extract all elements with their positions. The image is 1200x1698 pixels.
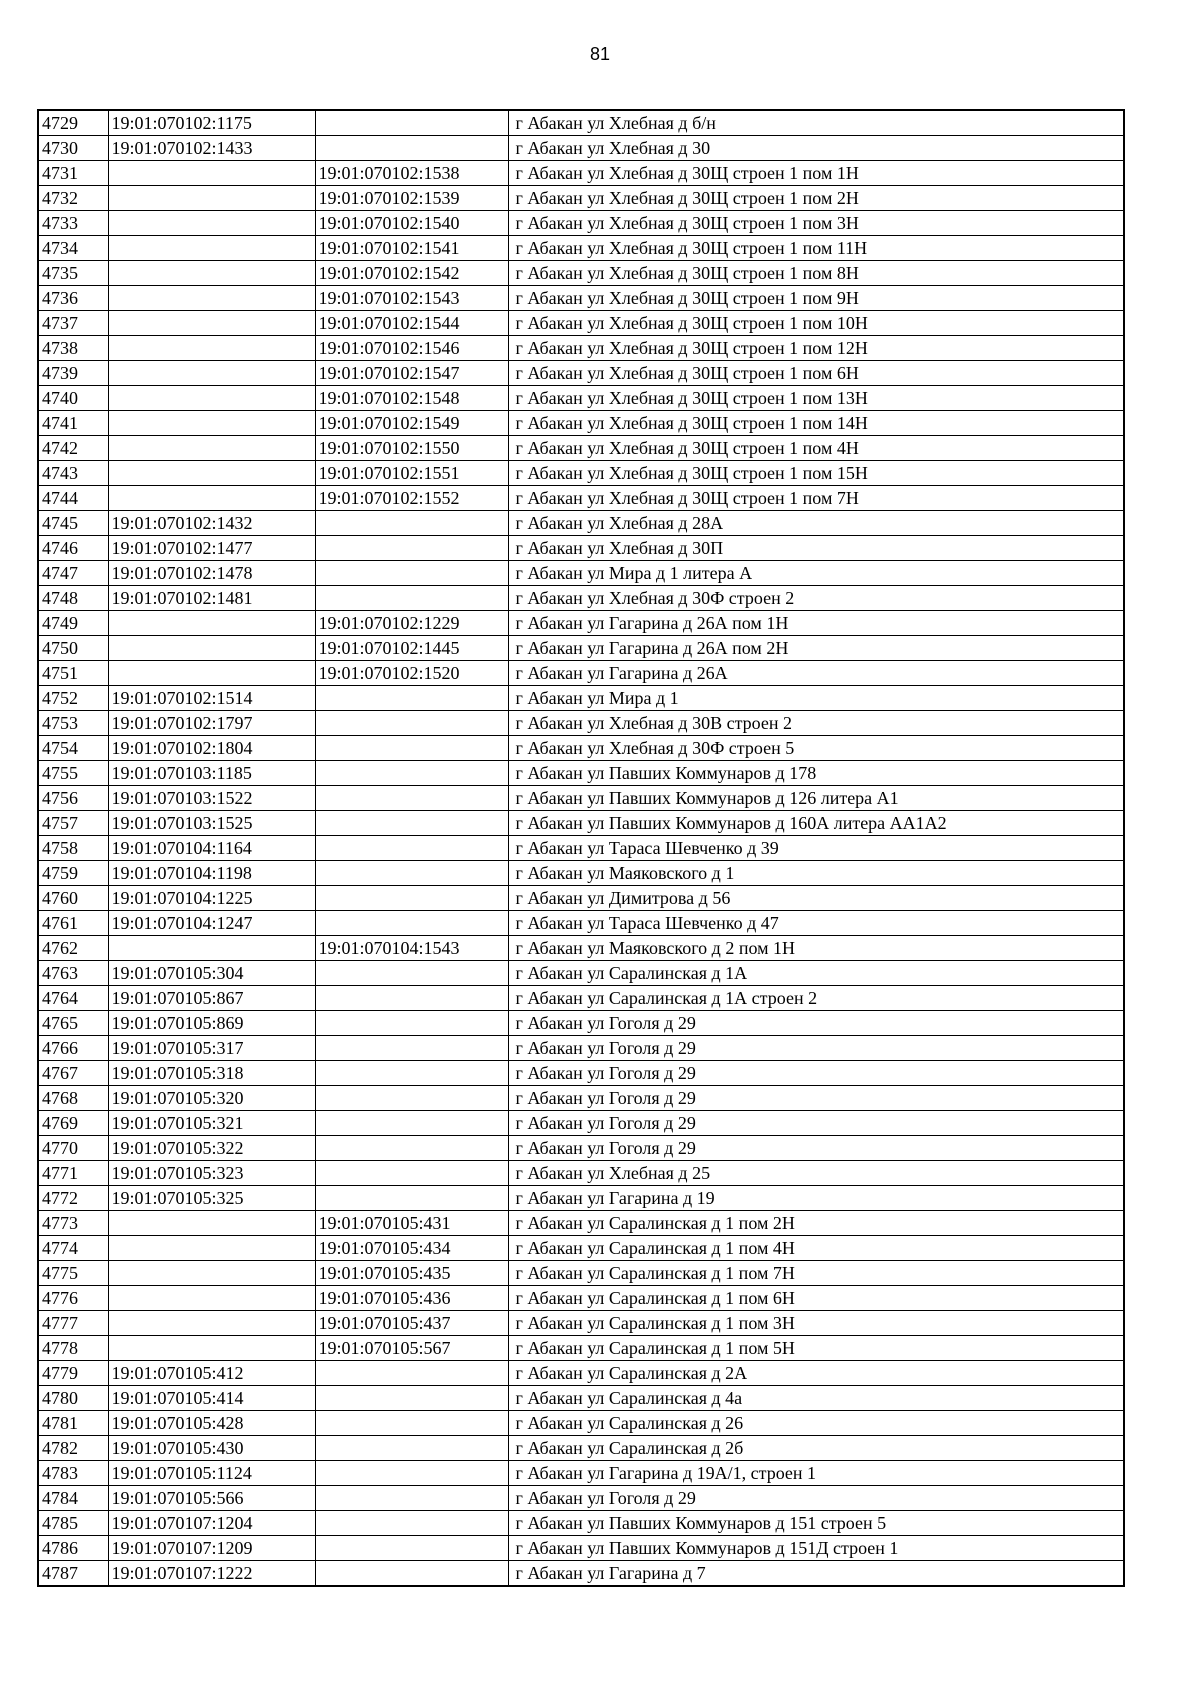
premises-cadastral-number-cell: 19:01:070102:1548 [315,386,508,411]
premises-cadastral-number-cell [315,986,508,1011]
building-cadastral-number-cell: 19:01:070105:1124 [108,1461,315,1486]
building-cadastral-number-cell [108,1261,315,1286]
building-cadastral-number-cell [108,1236,315,1261]
building-cadastral-number-cell: 19:01:070104:1225 [108,886,315,911]
table-row [38,1561,1124,1587]
row-number-cell: 4787 [38,1561,108,1587]
row-number-cell: 4761 [38,911,108,936]
address-cell: г Абакан ул Саралинская д 1А строен 2 [508,986,1124,1011]
building-cadastral-number-cell [108,361,315,386]
address-cell: г Абакан ул Гагарина д 19А/1, строен 1 [508,1461,1124,1486]
table-row [38,1286,1124,1311]
address-cell: г Абакан ул Саралинская д 2А [508,1361,1124,1386]
address-cell: г Абакан ул Гагарина д 26А пом 2Н [508,636,1124,661]
building-cadastral-number-cell [108,486,315,511]
table-row [38,186,1124,211]
building-cadastral-number-cell: 19:01:070103:1525 [108,811,315,836]
premises-cadastral-number-cell: 19:01:070102:1544 [315,311,508,336]
building-cadastral-number-cell: 19:01:070102:1481 [108,586,315,611]
row-number-cell: 4731 [38,161,108,186]
row-number-cell: 4786 [38,1536,108,1561]
table-row [38,1361,1124,1386]
premises-cadastral-number-cell: 19:01:070102:1543 [315,286,508,311]
row-number-cell: 4783 [38,1461,108,1486]
address-cell: г Абакан ул Хлебная д 30Щ строен 1 пом 6Н [508,361,1124,386]
table-row [38,511,1124,536]
premises-cadastral-number-cell: 19:01:070105:436 [315,1286,508,1311]
address-cell: г Абакан ул Хлебная д 30Щ строен 1 пом 3Н [508,211,1124,236]
row-number-cell: 4749 [38,611,108,636]
address-cell: г Абакан ул Хлебная д 30Щ строен 1 пом 10Н [508,311,1124,336]
table-row [38,1061,1124,1086]
building-cadastral-number-cell [108,1211,315,1236]
address-cell: г Абакан ул Хлебная д 30Щ строен 1 пом 12Н [508,336,1124,361]
premises-cadastral-number-cell [315,786,508,811]
row-number-cell: 4744 [38,486,108,511]
table-row [38,936,1124,961]
table-row [38,661,1124,686]
row-number-cell: 4782 [38,1436,108,1461]
address-cell: г Абакан ул Саралинская д 1 пом 3Н [508,1311,1124,1336]
table-row [38,1161,1124,1186]
table-row [38,686,1124,711]
address-cell: г Абакан ул Саралинская д 4а [508,1386,1124,1411]
table-row [38,136,1124,161]
row-number-cell: 4780 [38,1386,108,1411]
table-row [38,861,1124,886]
premises-cadastral-number-cell [315,1186,508,1211]
premises-cadastral-number-cell [315,110,508,136]
table-row [38,536,1124,561]
building-cadastral-number-cell: 19:01:070105:320 [108,1086,315,1111]
building-cadastral-number-cell [108,386,315,411]
row-number-cell: 4752 [38,686,108,711]
table-row [38,1111,1124,1136]
address-cell: г Абакан ул Хлебная д 30Щ строен 1 пом 11Н [508,236,1124,261]
building-cadastral-number-cell [108,261,315,286]
premises-cadastral-number-cell [315,1111,508,1136]
premises-cadastral-number-cell [315,511,508,536]
table-row [38,611,1124,636]
row-number-cell: 4779 [38,1361,108,1386]
row-number-cell: 4769 [38,1111,108,1136]
table-row [38,786,1124,811]
premises-cadastral-number-cell: 19:01:070105:567 [315,1336,508,1361]
table-row [38,1536,1124,1561]
building-cadastral-number-cell [108,336,315,361]
address-cell: г Абакан ул Павших Коммунаров д 178 [508,761,1124,786]
address-cell: г Абакан ул Хлебная д 30 [508,136,1124,161]
address-cell: г Абакан ул Маяковского д 1 [508,861,1124,886]
building-cadastral-number-cell: 19:01:070107:1204 [108,1511,315,1536]
address-cell: г Абакан ул Саралинская д 1 пом 7Н [508,1261,1124,1286]
row-number-cell: 4745 [38,511,108,536]
address-cell: г Абакан ул Саралинская д 26 [508,1411,1124,1436]
address-cell: г Абакан ул Гоголя д 29 [508,1061,1124,1086]
address-cell: г Абакан ул Хлебная д 30Ф строен 2 [508,586,1124,611]
row-number-cell: 4767 [38,1061,108,1086]
premises-cadastral-number-cell [315,886,508,911]
address-cell: г Абакан ул Хлебная д 30П [508,536,1124,561]
row-number-cell: 4737 [38,311,108,336]
row-number-cell: 4743 [38,461,108,486]
address-cell: г Абакан ул Хлебная д 30Щ строен 1 пом 15Н [508,461,1124,486]
row-number-cell: 4778 [38,1336,108,1361]
premises-cadastral-number-cell: 19:01:070102:1542 [315,261,508,286]
table-row [38,1086,1124,1111]
premises-cadastral-number-cell: 19:01:070102:1550 [315,436,508,461]
row-number-cell: 4742 [38,436,108,461]
building-cadastral-number-cell: 19:01:070105:321 [108,1111,315,1136]
table-row [38,1436,1124,1461]
address-cell: г Абакан ул Мира д 1 [508,686,1124,711]
address-cell: г Абакан ул Хлебная д 30Щ строен 1 пом 7Н [508,486,1124,511]
row-number-cell: 4740 [38,386,108,411]
address-cell: г Абакан ул Хлебная д 30В строен 2 [508,711,1124,736]
premises-cadastral-number-cell [315,1536,508,1561]
table-row [38,1261,1124,1286]
premises-cadastral-number-cell [315,586,508,611]
address-cell: г Абакан ул Гагарина д 7 [508,1561,1124,1587]
address-cell: г Абакан ул Тараса Шевченко д 47 [508,911,1124,936]
table-row [38,236,1124,261]
address-cell: г Абакан ул Гоголя д 29 [508,1111,1124,1136]
address-cell: г Абакан ул Хлебная д 30Щ строен 1 пом 2Н [508,186,1124,211]
row-number-cell: 4732 [38,186,108,211]
premises-cadastral-number-cell: 19:01:070102:1538 [315,161,508,186]
table-row [38,1386,1124,1411]
building-cadastral-number-cell: 19:01:070105:323 [108,1161,315,1186]
premises-cadastral-number-cell [315,1411,508,1436]
premises-cadastral-number-cell: 19:01:070102:1541 [315,236,508,261]
registry-table [37,109,1125,1587]
table-row [38,286,1124,311]
row-number-cell: 4757 [38,811,108,836]
table-row [38,1236,1124,1261]
row-number-cell: 4773 [38,1211,108,1236]
premises-cadastral-number-cell [315,1361,508,1386]
address-cell: г Абакан ул Хлебная д 30Щ строен 1 пом 14Н [508,411,1124,436]
building-cadastral-number-cell: 19:01:070105:867 [108,986,315,1011]
premises-cadastral-number-cell [315,1386,508,1411]
address-cell: г Абакан ул Павших Коммунаров д 160А литера АА1А2 [508,811,1124,836]
building-cadastral-number-cell [108,286,315,311]
building-cadastral-number-cell [108,1311,315,1336]
premises-cadastral-number-cell: 19:01:070102:1552 [315,486,508,511]
row-number-cell: 4759 [38,861,108,886]
premises-cadastral-number-cell: 19:01:070102:1229 [315,611,508,636]
row-number-cell: 4777 [38,1311,108,1336]
premises-cadastral-number-cell [315,1036,508,1061]
premises-cadastral-number-cell: 19:01:070104:1543 [315,936,508,961]
building-cadastral-number-cell: 19:01:070102:1804 [108,736,315,761]
premises-cadastral-number-cell [315,911,508,936]
table-row [38,886,1124,911]
table-row [38,211,1124,236]
row-number-cell: 4753 [38,711,108,736]
row-number-cell: 4784 [38,1486,108,1511]
address-cell: г Абакан ул Хлебная д 30Ф строен 5 [508,736,1124,761]
address-cell: г Абакан ул Гоголя д 29 [508,1036,1124,1061]
building-cadastral-number-cell: 19:01:070102:1175 [108,110,315,136]
table-row [38,836,1124,861]
building-cadastral-number-cell: 19:01:070102:1514 [108,686,315,711]
building-cadastral-number-cell: 19:01:070105:428 [108,1411,315,1436]
table-row [38,961,1124,986]
row-number-cell: 4730 [38,136,108,161]
building-cadastral-number-cell: 19:01:070105:317 [108,1036,315,1061]
building-cadastral-number-cell: 19:01:070105:318 [108,1061,315,1086]
row-number-cell: 4747 [38,561,108,586]
address-cell: г Абакан ул Саралинская д 1 пом 6Н [508,1286,1124,1311]
address-cell: г Абакан ул Гоголя д 29 [508,1136,1124,1161]
building-cadastral-number-cell [108,1286,315,1311]
premises-cadastral-number-cell [315,1161,508,1186]
table-row [38,311,1124,336]
building-cadastral-number-cell: 19:01:070105:566 [108,1486,315,1511]
row-number-cell: 4748 [38,586,108,611]
premises-cadastral-number-cell [315,536,508,561]
row-number-cell: 4781 [38,1411,108,1436]
table-row [38,1486,1124,1511]
table-row [38,1336,1124,1361]
table-row [38,1211,1124,1236]
address-cell: г Абакан ул Саралинская д 1 пом 2Н [508,1211,1124,1236]
row-number-cell: 4739 [38,361,108,386]
row-number-cell: 4771 [38,1161,108,1186]
address-cell: г Абакан ул Павших Коммунаров д 151 строен 5 [508,1511,1124,1536]
table-row [38,110,1124,136]
address-cell: г Абакан ул Хлебная д 30Щ строен 1 пом 4Н [508,436,1124,461]
table-row [38,561,1124,586]
address-cell: г Абакан ул Павших Коммунаров д 151Д строен 1 [508,1536,1124,1561]
address-cell: г Абакан ул Хлебная д б/н [508,110,1124,136]
building-cadastral-number-cell: 19:01:070103:1522 [108,786,315,811]
row-number-cell: 4750 [38,636,108,661]
address-cell: г Абакан ул Саралинская д 2б [508,1436,1124,1461]
address-cell: г Абакан ул Саралинская д 1 пом 5Н [508,1336,1124,1361]
row-number-cell: 4776 [38,1286,108,1311]
premises-cadastral-number-cell [315,136,508,161]
row-number-cell: 4772 [38,1186,108,1211]
table-row [38,361,1124,386]
table-row [38,386,1124,411]
address-cell: г Абакан ул Хлебная д 30Щ строен 1 пом 1Н [508,161,1124,186]
table-row [38,261,1124,286]
row-number-cell: 4774 [38,1236,108,1261]
row-number-cell: 4736 [38,286,108,311]
building-cadastral-number-cell: 19:01:070105:414 [108,1386,315,1411]
premises-cadastral-number-cell [315,1461,508,1486]
building-cadastral-number-cell: 19:01:070105:325 [108,1186,315,1211]
premises-cadastral-number-cell: 19:01:070105:437 [315,1311,508,1336]
row-number-cell: 4751 [38,661,108,686]
building-cadastral-number-cell [108,611,315,636]
premises-cadastral-number-cell: 19:01:070102:1445 [315,636,508,661]
premises-cadastral-number-cell [315,811,508,836]
row-number-cell: 4729 [38,110,108,136]
building-cadastral-number-cell: 19:01:070104:1164 [108,836,315,861]
table-row [38,411,1124,436]
row-number-cell: 4738 [38,336,108,361]
premises-cadastral-number-cell: 19:01:070102:1549 [315,411,508,436]
table-row [38,761,1124,786]
building-cadastral-number-cell [108,311,315,336]
building-cadastral-number-cell: 19:01:070105:430 [108,1436,315,1461]
address-cell: г Абакан ул Павших Коммунаров д 126 литера А1 [508,786,1124,811]
address-cell: г Абакан ул Хлебная д 30Щ строен 1 пом 8Н [508,261,1124,286]
row-number-cell: 4766 [38,1036,108,1061]
table-row [38,461,1124,486]
row-number-cell: 4756 [38,786,108,811]
row-number-cell: 4770 [38,1136,108,1161]
address-cell: г Абакан ул Саралинская д 1А [508,961,1124,986]
premises-cadastral-number-cell: 19:01:070102:1546 [315,336,508,361]
premises-cadastral-number-cell [315,1061,508,1086]
table-row [38,911,1124,936]
table-row [38,436,1124,461]
row-number-cell: 4775 [38,1261,108,1286]
premises-cadastral-number-cell [315,561,508,586]
address-cell: г Абакан ул Хлебная д 30Щ строен 1 пом 9Н [508,286,1124,311]
address-cell: г Абакан ул Димитрова д 56 [508,886,1124,911]
building-cadastral-number-cell: 19:01:070102:1797 [108,711,315,736]
premises-cadastral-number-cell [315,836,508,861]
table-row [38,1311,1124,1336]
premises-cadastral-number-cell: 19:01:070102:1520 [315,661,508,686]
premises-cadastral-number-cell: 19:01:070102:1551 [315,461,508,486]
row-number-cell: 4734 [38,236,108,261]
row-number-cell: 4763 [38,961,108,986]
premises-cadastral-number-cell [315,861,508,886]
premises-cadastral-number-cell: 19:01:070102:1540 [315,211,508,236]
address-cell: г Абакан ул Тараса Шевченко д 39 [508,836,1124,861]
building-cadastral-number-cell [108,161,315,186]
premises-cadastral-number-cell [315,1086,508,1111]
address-cell: г Абакан ул Гагарина д 19 [508,1186,1124,1211]
table-row [38,1011,1124,1036]
building-cadastral-number-cell [108,236,315,261]
row-number-cell: 4741 [38,411,108,436]
building-cadastral-number-cell: 19:01:070103:1185 [108,761,315,786]
row-number-cell: 4765 [38,1011,108,1036]
premises-cadastral-number-cell [315,1561,508,1587]
premises-cadastral-number-cell [315,736,508,761]
address-cell: г Абакан ул Саралинская д 1 пом 4Н [508,1236,1124,1261]
table-row [38,811,1124,836]
table-row [38,636,1124,661]
address-cell: г Абакан ул Хлебная д 25 [508,1161,1124,1186]
table-row [38,711,1124,736]
table-row [38,336,1124,361]
building-cadastral-number-cell: 19:01:070104:1198 [108,861,315,886]
building-cadastral-number-cell [108,211,315,236]
row-number-cell: 4764 [38,986,108,1011]
premises-cadastral-number-cell [315,761,508,786]
building-cadastral-number-cell: 19:01:070105:869 [108,1011,315,1036]
premises-cadastral-number-cell: 19:01:070102:1547 [315,361,508,386]
premises-cadastral-number-cell: 19:01:070105:435 [315,1261,508,1286]
address-cell: г Абакан ул Гагарина д 26А пом 1Н [508,611,1124,636]
table-row [38,1136,1124,1161]
building-cadastral-number-cell: 19:01:070102:1477 [108,536,315,561]
address-cell: г Абакан ул Гагарина д 26А [508,661,1124,686]
table-row [38,736,1124,761]
table-row [38,586,1124,611]
row-number-cell: 4733 [38,211,108,236]
building-cadastral-number-cell: 19:01:070102:1433 [108,136,315,161]
premises-cadastral-number-cell [315,1486,508,1511]
premises-cadastral-number-cell [315,1011,508,1036]
address-cell: г Абакан ул Гоголя д 29 [508,1011,1124,1036]
building-cadastral-number-cell: 19:01:070107:1222 [108,1561,315,1587]
row-number-cell: 4735 [38,261,108,286]
table-row [38,986,1124,1011]
premises-cadastral-number-cell [315,1436,508,1461]
row-number-cell: 4754 [38,736,108,761]
building-cadastral-number-cell: 19:01:070105:322 [108,1136,315,1161]
row-number-cell: 4755 [38,761,108,786]
building-cadastral-number-cell: 19:01:070105:304 [108,961,315,986]
registry-table-body [38,110,1124,1586]
row-number-cell: 4762 [38,936,108,961]
building-cadastral-number-cell: 19:01:070107:1209 [108,1536,315,1561]
building-cadastral-number-cell [108,1336,315,1361]
premises-cadastral-number-cell [315,686,508,711]
address-cell: г Абакан ул Мира д 1 литера А [508,561,1124,586]
address-cell: г Абакан ул Маяковского д 2 пом 1Н [508,936,1124,961]
premises-cadastral-number-cell [315,961,508,986]
address-cell: г Абакан ул Гоголя д 29 [508,1086,1124,1111]
premises-cadastral-number-cell [315,1136,508,1161]
building-cadastral-number-cell [108,936,315,961]
row-number-cell: 4746 [38,536,108,561]
table-row [38,1461,1124,1486]
table-row [38,1036,1124,1061]
building-cadastral-number-cell: 19:01:070102:1478 [108,561,315,586]
building-cadastral-number-cell [108,411,315,436]
row-number-cell: 4785 [38,1511,108,1536]
page-number: 81 [589,44,611,64]
premises-cadastral-number-cell: 19:01:070105:434 [315,1236,508,1261]
address-cell: г Абакан ул Хлебная д 30Щ строен 1 пом 13Н [508,386,1124,411]
table-row [38,1186,1124,1211]
address-cell: г Абакан ул Гоголя д 29 [508,1486,1124,1511]
premises-cadastral-number-cell [315,711,508,736]
building-cadastral-number-cell [108,461,315,486]
building-cadastral-number-cell: 19:01:070102:1432 [108,511,315,536]
building-cadastral-number-cell: 19:01:070105:412 [108,1361,315,1386]
building-cadastral-number-cell [108,661,315,686]
premises-cadastral-number-cell [315,1511,508,1536]
building-cadastral-number-cell [108,436,315,461]
premises-cadastral-number-cell: 19:01:070105:431 [315,1211,508,1236]
table-row [38,1511,1124,1536]
address-cell: г Абакан ул Хлебная д 28А [508,511,1124,536]
building-cadastral-number-cell: 19:01:070104:1247 [108,911,315,936]
row-number-cell: 4768 [38,1086,108,1111]
table-row [38,161,1124,186]
row-number-cell: 4760 [38,886,108,911]
table-row [38,1411,1124,1436]
premises-cadastral-number-cell: 19:01:070102:1539 [315,186,508,211]
table-row [38,486,1124,511]
row-number-cell: 4758 [38,836,108,861]
building-cadastral-number-cell [108,636,315,661]
building-cadastral-number-cell [108,186,315,211]
